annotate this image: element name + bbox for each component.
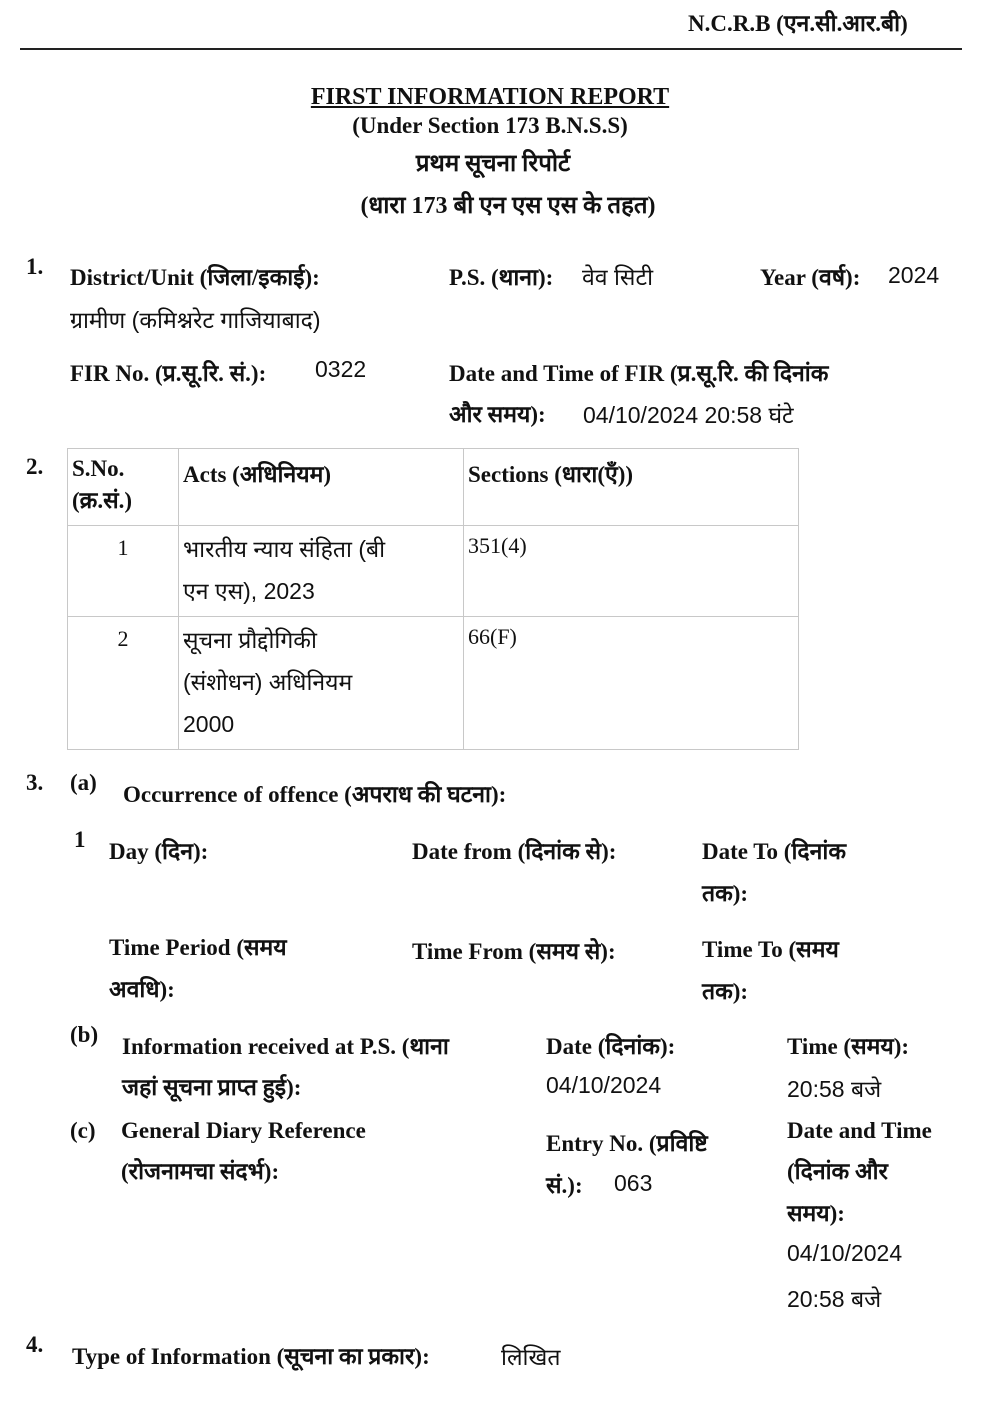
info-received-label-cont: जहां सूचना प्राप्त हुई):: [122, 1075, 302, 1100]
diary-datetime-label: Date and Time: [787, 1118, 932, 1143]
report-title-hindi: प्रथम सूचना रिपोर्ट: [415, 151, 571, 177]
fir-datetime-label-cont: और समय):: [449, 402, 546, 427]
table-header-row: [68, 449, 799, 526]
police-station-value: वेव सिटी: [582, 264, 654, 290]
info-time-label: Time (समय):: [787, 1034, 910, 1059]
entry-number-label-cont: सं.):: [546, 1173, 583, 1198]
acts-table: [67, 448, 799, 750]
row-2-act-line-3: 2000: [183, 711, 235, 737]
info-date-value: 04/10/2024: [546, 1072, 662, 1098]
section-3-number: 3.: [26, 770, 44, 795]
time-from-label: Time From (समय से):: [412, 939, 616, 964]
report-subtitle: (Under Section 173 B.N.S.S): [352, 113, 628, 138]
info-type-label: Type of Information (सूचना का प्रकार):: [72, 1344, 430, 1369]
diary-datetime-label-hindi: (दिनांक और: [787, 1159, 888, 1184]
row-1-act-line-1: भारतीय न्याय संहिता (बी: [183, 536, 386, 562]
section-4-number: 4.: [26, 1332, 44, 1357]
subsection-c-marker: (c): [70, 1118, 96, 1143]
sections-header: Sections (धारा(एँ)): [468, 462, 634, 487]
table-row: [68, 617, 799, 750]
info-received-label: Information received at P.S. (थाना: [122, 1034, 449, 1059]
info-date-label: Date (दिनांक):: [546, 1034, 676, 1059]
entry-number-value: 063: [614, 1170, 653, 1196]
year-value: 2024: [888, 262, 940, 288]
time-to-label: Time To (समय: [702, 937, 839, 962]
row-1-act-line-2: एन एस), 2023: [183, 578, 315, 604]
sno-header-hindi: (क्र.सं.): [72, 488, 133, 513]
time-period-label-cont: अवधि):: [109, 977, 175, 1002]
report-subtitle-hindi: (धारा 173 बी एन एस एस के तहत): [360, 193, 656, 219]
police-station-label: P.S. (थाना):: [449, 265, 554, 290]
acts-header: Acts (अधिनियम): [183, 462, 331, 487]
fir-number-value: 0322: [315, 356, 367, 382]
fir-number-label: FIR No. (प्र.सू.रि. सं.):: [70, 361, 267, 386]
day-label: Day (दिन):: [109, 839, 209, 864]
info-type-value: लिखित: [501, 1344, 561, 1370]
info-time-value: 20:58 बजे: [787, 1076, 882, 1102]
row-1-section: 351(4): [468, 533, 527, 558]
occurrence-item-number: 1: [74, 827, 86, 852]
ncrb-header: N.C.R.B (एन.सी.आर.बी): [688, 11, 908, 36]
row-2-act-line-1: सूचना प्रौद्दोगिकी: [183, 627, 317, 653]
date-to-label: Date To (दिनांक: [702, 839, 847, 864]
occurrence-label: Occurrence of offence (अपराध की घटना):: [123, 782, 507, 807]
row-2-section: 66(F): [468, 624, 517, 649]
row-2-act-line-2: (संशोधन) अधिनियम: [183, 669, 353, 695]
row-1-sno: 1: [117, 535, 129, 560]
diary-datetime-label-cont: समय):: [787, 1201, 845, 1226]
report-title: FIRST INFORMATION REPORT: [310, 84, 670, 110]
fir-datetime-label: Date and Time of FIR (प्र.सू.रि. की दिनांक: [449, 361, 829, 386]
time-period-label: Time Period (समय: [109, 935, 287, 960]
district-value: ग्रामीण (कमिश्नरेट गाजियाबाद): [70, 307, 321, 333]
district-label: District/Unit (जिला/इकाई):: [70, 265, 320, 290]
entry-number-label: Entry No. (प्रविष्टि: [546, 1131, 708, 1156]
date-from-label: Date from (दिनांक से):: [412, 839, 617, 864]
subsection-b-marker: (b): [70, 1022, 99, 1047]
diary-reference-label-hindi: (रोजनामचा संदर्भ):: [121, 1159, 280, 1184]
section-2-number: 2.: [26, 454, 44, 479]
row-2-sno: 2: [117, 626, 129, 651]
sno-header: S.No.: [72, 456, 125, 481]
time-to-label-cont: तक):: [702, 979, 749, 1004]
year-label: Year (वर्ष):: [760, 265, 861, 290]
diary-reference-label: General Diary Reference: [121, 1118, 366, 1143]
diary-time-value: 20:58 बजे: [787, 1286, 882, 1312]
table-row: [68, 526, 799, 617]
fir-datetime-value: 04/10/2024 20:58 घंटे: [583, 402, 794, 428]
subsection-a-marker: (a): [70, 770, 97, 795]
header-divider: [20, 48, 962, 50]
date-to-label-cont: तक):: [702, 881, 749, 906]
diary-date-value: 04/10/2024: [787, 1240, 903, 1266]
section-1-number: 1.: [26, 254, 44, 279]
